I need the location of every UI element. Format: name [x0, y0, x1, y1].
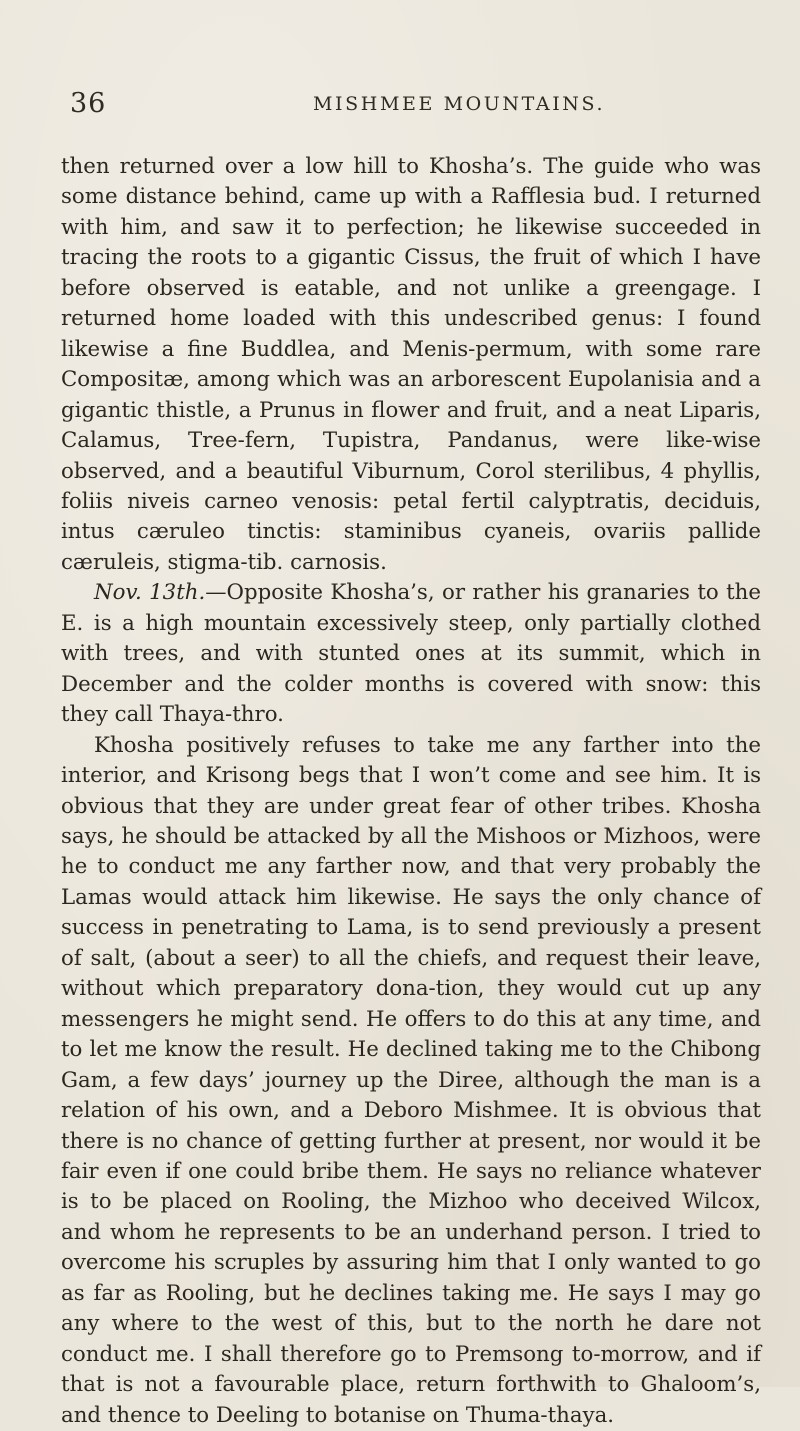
body-text: [61, 152, 761, 1431]
paragraph-1: then returned over a low hill to Khosha’s. The guide who was some distance behind, came up with a Rafflesia bud. I returned with him, and saw it to perfection; he likewise succeeded in tracing the roots to a gigantic Cissus, the fruit of which I have before observed is eatable, and not unlike a greengage. I returned home loaded with this undescribed genus: I found likewise a fine Buddlea, and Menis-permum, with some rare Compositæ, among which was an arborescent Eupolanisia and a gigantic thistle, a Prunus in flower and fruit, and a neat Liparis, Calamus, Tree-fern, Tupistra, Pandanus, were like-wise observed, and a beautiful Viburnum, Corol sterilibus, 4 phyllis, foliis niveis carneo venosis: petal fertil calyptratis, deciduis, intus cæruleo tinctis: staminibus cyaneis, ovariis pallide cæruleis, stigma-tib. carnosis.: [61, 154, 761, 575]
page-number: 36: [70, 88, 107, 119]
entry-date: Nov. 13th.: [94, 580, 206, 606]
paragraph-3: Khosha positively refuses to take me any farther into the interior, and Krisong begs that I won’t come and see him. It is obvious that they are under great fear of other tribes. Khosha says, he should be attacked by all the Mishoos or Mizhoos, were he to conduct me any farther now, and that very probably the Lamas would attack him likewise. He says the only chance of success in penetrating to Lama, is to send previously a present of salt, (about a seer) to all the chiefs, and request their leave, without which preparatory dona-tion, they would cut up any messengers he might send. He offers to do this at any time, and to let me know the result. He declined taking me to the Chibong Gam, a few days’ journey up the Diree, although the man is a relation of his own, and a Deboro Mishmee. It is obvious that there is no chance of getting further at present, nor would it be fair even if one could bribe them. He says no reliance whatever is to be placed on Rooling, the Mizhoo who deceived Wilcox, and whom he represents to be an underhand person. I tried to overcome his scruples by assuring him that I only wanted to go as far as Rooling, but he declines taking me. He says I may go any where to the west of this, but to the north he dare not conduct me. I shall therefore go to Premsong to-morrow, and if that is not a favourable place, return forthwith to Ghaloom’s, and thence to Deeling to botanise on Thuma-thaya.: [61, 732, 761, 1428]
paragraph-2-text: —Opposite Khosha’s, or rather his granaries to the E. is a high mountain excessively steep, only partially clothed with trees, and with stunted ones at its summit, which in December and the colder months is covered with snow: this they call Thaya-thro.: [61, 580, 761, 728]
paragraph-2: [61, 578, 761, 730]
running-title: MISHMEE MOUNTAINS.: [313, 93, 606, 115]
running-header: [70, 88, 760, 128]
